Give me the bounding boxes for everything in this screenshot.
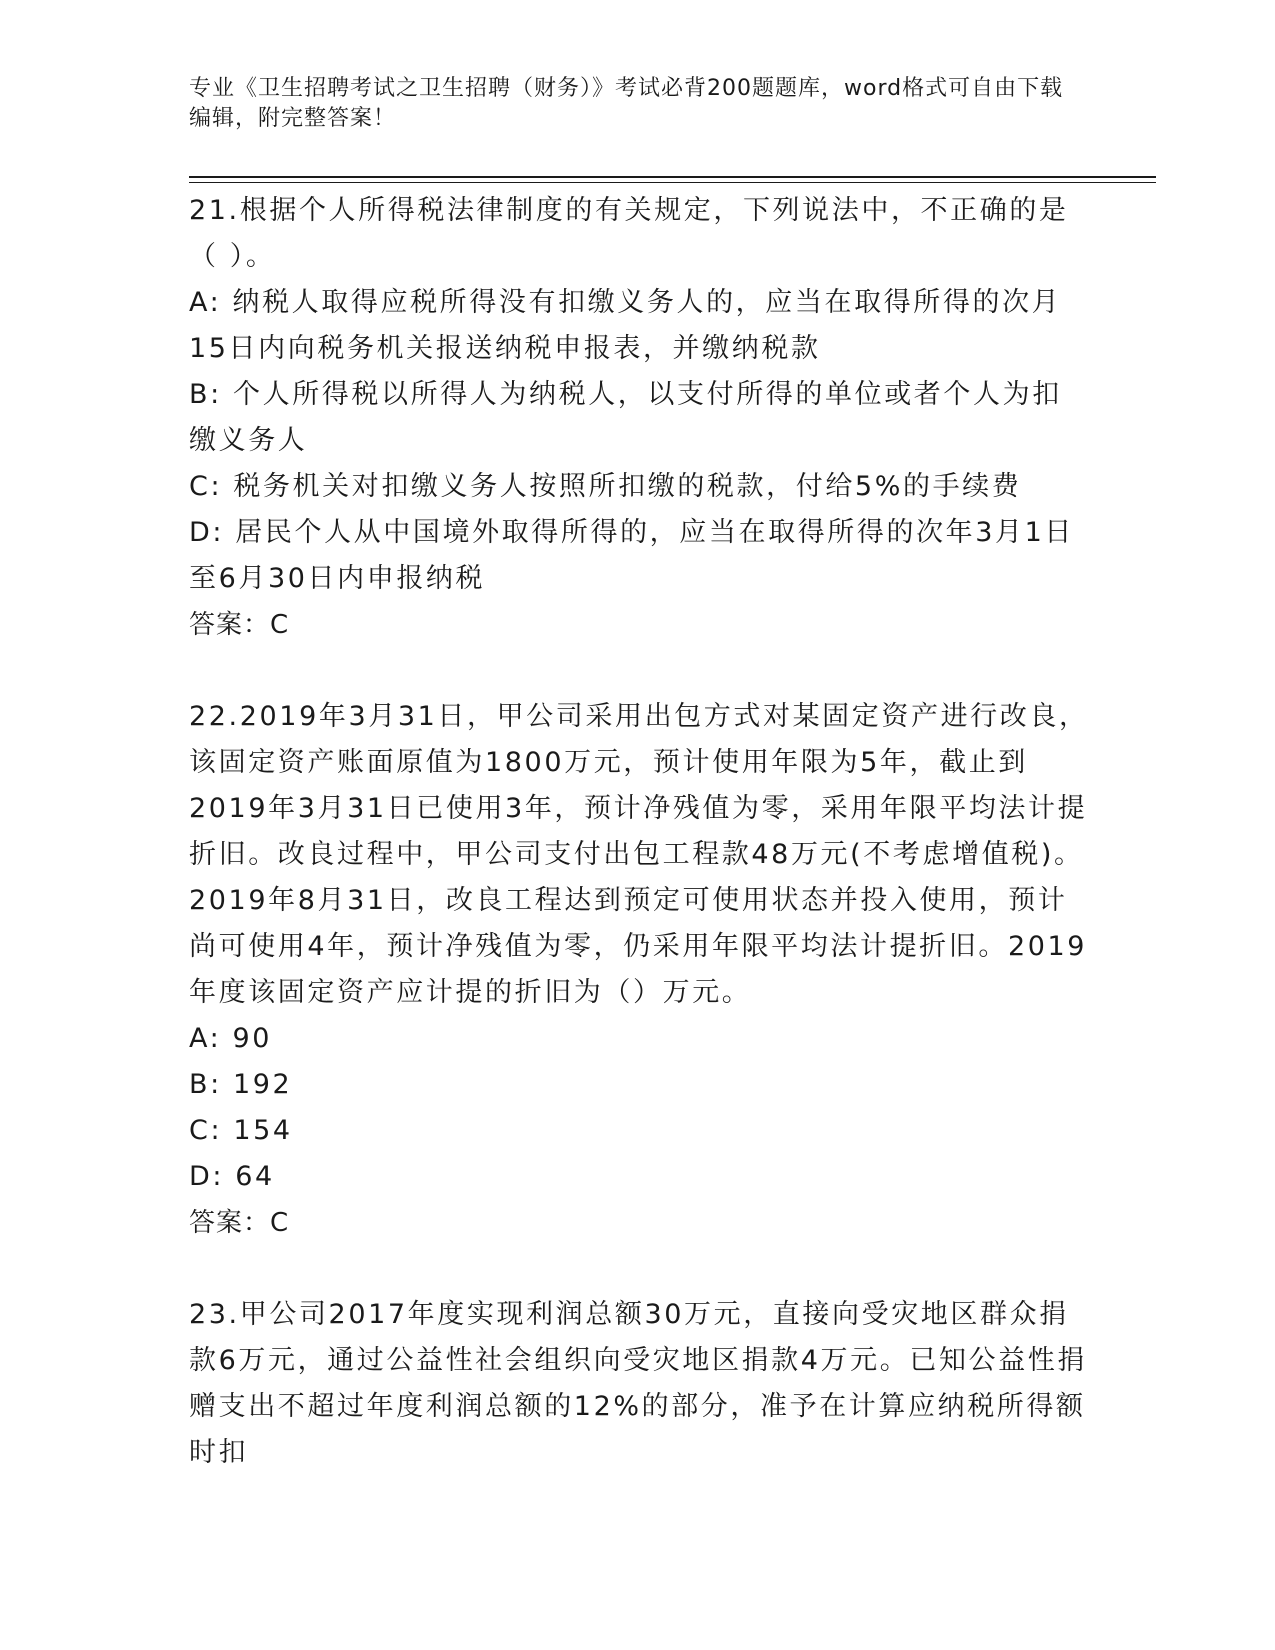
question-list: [189, 188, 1089, 1476]
answer-line: 答案：C: [189, 610, 290, 640]
question-stem: 23.甲公司2017年度实现利润总额30万元，直接向受灾地区群众捐款6万元，通过公益性社会组织向受灾地区捐款4万元。已知公益性捐赠支出不超过年度利润总额的12%的部分，准予在计算应纳税所得额时扣: [189, 1299, 1087, 1468]
option-d: D: 居民个人从中国境外取得所得的，应当在取得所得的次年3月1日至6月30日内申报纳税: [189, 517, 1075, 594]
question-stem: 22.2019年3月31日，甲公司采用出包方式对某固定资产进行改良，该固定资产账面原值为1800万元，预计使用年限为5年，截止到2019年3月31日已使用3年，预计净残值为零，采用年限平均法计提折旧。改良过程中，甲公司支付出包工程款48万元(不考虑增值税)。2019年8月31日，改良工程达到预定可使用状态并投入使用，预计尚可使用4年，预计净残值为零，仍采用年限平均法计提折旧。2019年度该固定资产应计提的折旧为（）万元。: [189, 701, 1089, 1008]
answer-line: 答案：C: [189, 1208, 290, 1238]
question-22: [189, 694, 1089, 1246]
question-stem: 21.根据个人所得税法律制度的有关规定，下列说法中，不正确的是（ ）。: [189, 195, 1069, 272]
option-a: A: 纳税人取得应税所得没有扣缴义务人的，应当在取得所得的次月15日内向税务机关报送纳税申报表，并缴纳税款: [189, 287, 1062, 364]
question-23: [189, 1292, 1089, 1476]
option-b: B: 个人所得税以所得人为纳税人，以支付所得的单位或者个人为扣缴义务人: [189, 379, 1062, 456]
option-d: D: 64: [189, 1161, 275, 1192]
option-a: A: 90: [189, 1023, 273, 1054]
header-divider-thick: [189, 176, 1156, 178]
option-b: B: 192: [189, 1069, 293, 1100]
question-21: [189, 188, 1089, 648]
question-spacer: [189, 648, 1089, 694]
question-spacer: [189, 1246, 1089, 1292]
document-header: 专业《卫生招聘考试之卫生招聘（财务）》考试必背200题题库，word格式可自由下载编辑，附完整答案！: [189, 76, 1064, 131]
option-c: C: 税务机关对扣缴义务人按照所扣缴的税款，付给5%的手续费: [189, 471, 1022, 502]
option-c: C: 154: [189, 1115, 293, 1146]
header-divider-thin: [189, 182, 1156, 183]
